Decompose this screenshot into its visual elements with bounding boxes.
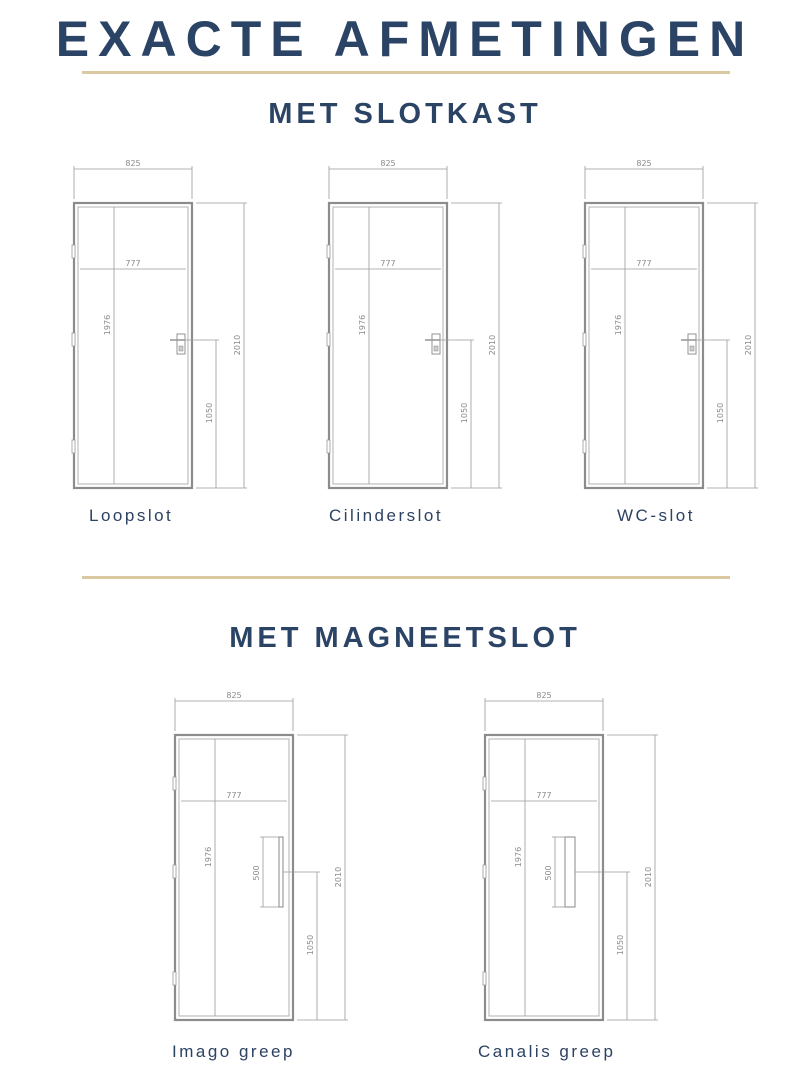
section-title-slotkast: MET SLOTKAST [268,98,542,130]
dim-label-outer-width: 825 [636,159,652,168]
hinge [483,865,486,878]
dim-label-handle-height: 1050 [716,402,725,424]
door-svg [68,155,258,455]
hinge [583,440,586,453]
dim-label-inner-width: 777 [636,259,652,268]
caption-cilinderslot: Cilinderslot [329,506,444,525]
hinge [583,245,586,258]
hinge [583,333,586,346]
lock-cylinder [434,346,438,351]
door-frame [74,203,192,488]
lock-cylinder [179,346,183,351]
dim-label-outer-width: 825 [226,691,242,700]
dim-label-outer-width: 825 [536,691,552,700]
dim-label-outer-height: 2010 [744,334,753,356]
grip-handle [279,837,283,907]
dim-label-outer-height: 2010 [334,866,343,888]
hinge [327,245,330,258]
grip-handle [565,837,575,907]
caption-loopslot: Loopslot [89,506,174,525]
hinge [483,972,486,985]
door-svg [169,687,359,987]
dim-label-inner-height: 1976 [103,314,112,336]
section-title-magneetslot: MET MAGNEETSLOT [229,622,581,654]
dim-label-outer-width: 825 [380,159,396,168]
hinge [327,333,330,346]
caption-imago-greep: Imago greep [172,1042,295,1061]
dim-label-inner-height: 1976 [514,846,523,868]
door-panel [589,207,699,484]
dim-label-inner-width: 777 [125,259,141,268]
dim-label-handle-height: 1050 [306,934,315,956]
hinge [72,245,75,258]
door-panel [333,207,443,484]
door-group [327,159,502,488]
dim-label-inner-width: 777 [536,791,552,800]
dim-label-outer-height: 2010 [644,866,653,888]
lock-cylinder [690,346,694,351]
dim-label-handle-height: 1050 [616,934,625,956]
caption-canalis-greep: Canalis greep [478,1042,616,1061]
title-divider [82,71,730,74]
door-group [583,159,758,488]
door-drawing-wc-slot [579,155,769,455]
hinge [72,333,75,346]
door-svg [479,687,669,987]
dim-label-outer-height: 2010 [488,334,497,356]
door-frame [585,203,703,488]
door-frame [175,735,293,1020]
dim-label-handle-height: 1050 [205,402,214,424]
hinge [173,865,176,878]
section-divider [82,576,730,579]
dim-label-outer-height: 2010 [233,334,242,356]
door-group [483,691,658,1020]
hinge [483,777,486,790]
door-svg [323,155,513,455]
page-title: EXACTE AFMETINGEN [55,11,755,67]
door-panel [179,739,289,1016]
hinge [173,972,176,985]
dim-label-inner-height: 1976 [358,314,367,336]
door-svg [579,155,769,455]
door-drawing-canalis-greep [479,687,669,987]
door-frame [329,203,447,488]
caption-wc-slot: WC-slot [617,506,695,525]
dim-label-outer-width: 825 [125,159,141,168]
hinge [173,777,176,790]
door-panel [78,207,188,484]
door-drawing-loopslot [68,155,258,455]
dim-label-inner-height: 1976 [204,846,213,868]
door-group [72,159,247,488]
door-drawing-cilinderslot [323,155,513,455]
door-group [173,691,348,1020]
dim-label-handle-height: 1050 [460,402,469,424]
door-drawing-imago-greep [169,687,359,987]
dim-label-grip: 500 [544,865,553,881]
dim-label-inner-height: 1976 [614,314,623,336]
dim-label-inner-width: 777 [226,791,242,800]
dim-label-inner-width: 777 [380,259,396,268]
hinge [327,440,330,453]
hinge [72,440,75,453]
dim-label-grip: 500 [252,865,261,881]
